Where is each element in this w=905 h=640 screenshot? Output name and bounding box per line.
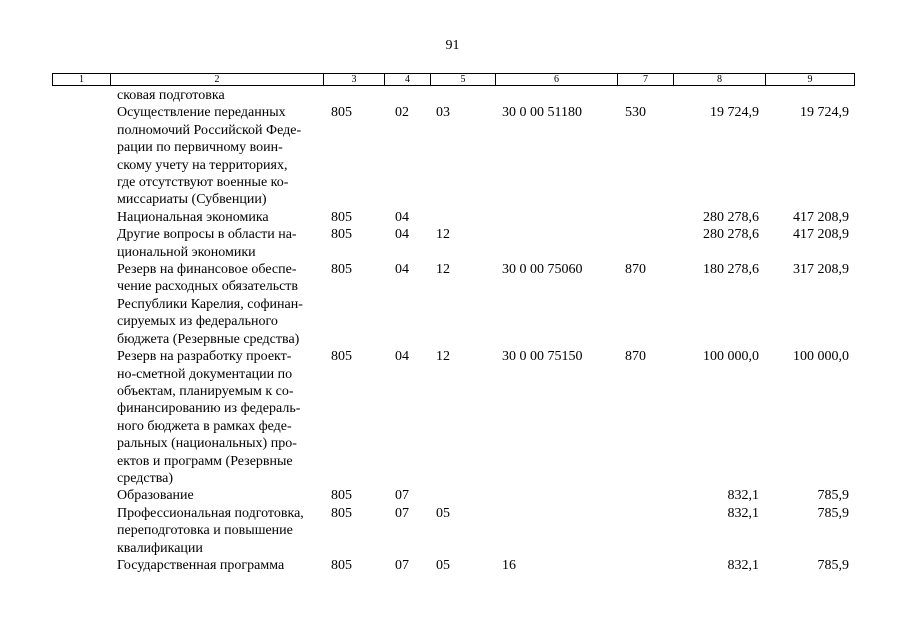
row-section-code: 04: [395, 209, 409, 225]
row-amount-2: 785,9: [817, 557, 849, 573]
row-ministry-code: 805: [331, 105, 352, 121]
row-empty-cell: [52, 348, 110, 487]
column-header-table: [52, 73, 855, 86]
row-empty-cell: [52, 104, 110, 208]
row-amount-1: 180 278,6: [703, 262, 759, 278]
row-amount-2: 417 208,9: [793, 227, 849, 243]
row-amount-2: [765, 87, 854, 104]
row-target-code: 30 0 00 75150: [502, 349, 583, 365]
row-empty-cell: [52, 209, 110, 226]
row-empty-cell: [52, 261, 110, 348]
column-header: 4: [385, 74, 431, 86]
table-row: [52, 487, 854, 504]
row-name: Национальная экономика: [117, 209, 269, 225]
row-amount-2: 417 208,9: [793, 209, 849, 225]
table-row: [52, 348, 854, 487]
row-target-code: 16: [502, 557, 516, 573]
row-subsection-code: 12: [436, 227, 450, 243]
row-amount-1: 100 000,0: [703, 349, 759, 365]
row-expense-type: 870: [625, 349, 646, 365]
column-header: 9: [766, 74, 855, 86]
column-header: 1: [53, 74, 111, 86]
column-header-row: [53, 74, 855, 86]
row-amount-1: 832,1: [727, 505, 759, 521]
row-section-code: 07: [395, 488, 409, 504]
row-section-code: 02: [395, 105, 409, 121]
row-amount-2: 785,9: [817, 488, 849, 504]
row-name: Другие вопросы в области на- циональной экономики: [117, 227, 297, 260]
row-ministry-code: 805: [331, 557, 352, 573]
row-amount-1: 280 278,6: [703, 227, 759, 243]
row-amount-1: 832,1: [727, 488, 759, 504]
row-target-code: [495, 226, 617, 261]
row-empty-cell: [52, 487, 110, 504]
row-target-code: [495, 209, 617, 226]
row-target-code: 30 0 00 51180: [502, 105, 582, 121]
row-expense-type: [617, 487, 673, 504]
table-row: [52, 557, 854, 574]
row-expense-type: [617, 226, 673, 261]
row-empty-cell: [52, 226, 110, 261]
row-expense-type: [617, 557, 673, 574]
row-amount-2: 785,9: [817, 505, 849, 521]
row-ministry-code: 805: [331, 262, 352, 278]
row-ministry-code: 805: [331, 505, 352, 521]
row-subsection-code: 12: [436, 349, 450, 365]
row-name: Профессиональная подготовка, переподготовка и повышение квалификации: [117, 505, 304, 556]
row-empty-cell: [52, 505, 110, 557]
row-expense-type: [617, 209, 673, 226]
row-empty-cell: [52, 557, 110, 574]
row-subsection-code: [430, 487, 495, 504]
row-section-code: [384, 87, 430, 104]
row-name: Государственная программа: [117, 557, 285, 573]
table-body: [52, 87, 854, 574]
table-row: [52, 226, 854, 261]
row-name: Резерв на финансовое обеспе- чение расходных обязательств Республики Карелия, софинан- сируемых из федерального бюджета (Резервные средства): [117, 262, 303, 347]
row-name: сковая подготовка: [117, 88, 225, 103]
table-row: [52, 505, 854, 557]
table-row: [52, 87, 854, 104]
row-subsection-code: [430, 209, 495, 226]
row-name: Образование: [117, 488, 194, 504]
row-name: Осуществление переданных полномочий Российской Феде- рации по первичному воин- скому учету на территориях, где отсутствуют военные ко- миссариаты (Субвенции): [117, 105, 302, 208]
row-target-code: [495, 487, 617, 504]
row-section-code: 07: [395, 557, 409, 573]
row-ministry-code: 805: [331, 349, 352, 365]
row-amount-1: 280 278,6: [703, 209, 759, 225]
row-target-code: 30 0 00 75060: [502, 262, 583, 278]
row-amount-2: 19 724,9: [800, 105, 849, 121]
table-row: [52, 104, 854, 208]
row-subsection-code: 05: [436, 557, 450, 573]
row-subsection-code: [430, 87, 495, 104]
row-ministry-code: 805: [331, 227, 352, 243]
column-header: 8: [674, 74, 766, 86]
row-empty-cell: [52, 87, 110, 104]
row-amount-2: 317 208,9: [793, 262, 849, 278]
table-row: [52, 209, 854, 226]
column-header: 3: [324, 74, 385, 86]
row-subsection-code: 12: [436, 262, 450, 278]
row-target-code: [495, 87, 617, 104]
row-amount-1: 832,1: [727, 557, 759, 573]
row-ministry-code: [323, 87, 384, 104]
row-expense-type: 530: [625, 105, 646, 121]
row-amount-1: [673, 87, 765, 104]
budget-table: [52, 87, 854, 574]
row-section-code: 04: [395, 262, 409, 278]
row-ministry-code: 805: [331, 209, 352, 225]
row-subsection-code: 05: [436, 505, 450, 521]
row-expense-type: 870: [625, 262, 646, 278]
row-subsection-code: 03: [436, 105, 450, 121]
row-amount-2: 100 000,0: [793, 349, 849, 365]
row-amount-1: 19 724,9: [710, 105, 759, 121]
table-row: [52, 261, 854, 348]
row-target-code: [495, 505, 617, 557]
row-expense-type: [617, 87, 673, 104]
column-header: 2: [111, 74, 324, 86]
page-number: 91: [445, 38, 460, 53]
row-expense-type: [617, 505, 673, 557]
row-section-code: 04: [395, 349, 409, 365]
column-header: 7: [618, 74, 674, 86]
row-section-code: 07: [395, 505, 409, 521]
row-ministry-code: 805: [331, 488, 352, 504]
column-header: 5: [431, 74, 496, 86]
row-name: Резерв на разработку проект- но-сметной документации по объектам, планируемым к со- финансированию из федераль- ного бюджета в рамках феде- ральных (национальных) про- ектов и программ (Резервные средства): [117, 349, 301, 486]
column-header: 6: [496, 74, 618, 86]
row-section-code: 04: [395, 227, 409, 243]
